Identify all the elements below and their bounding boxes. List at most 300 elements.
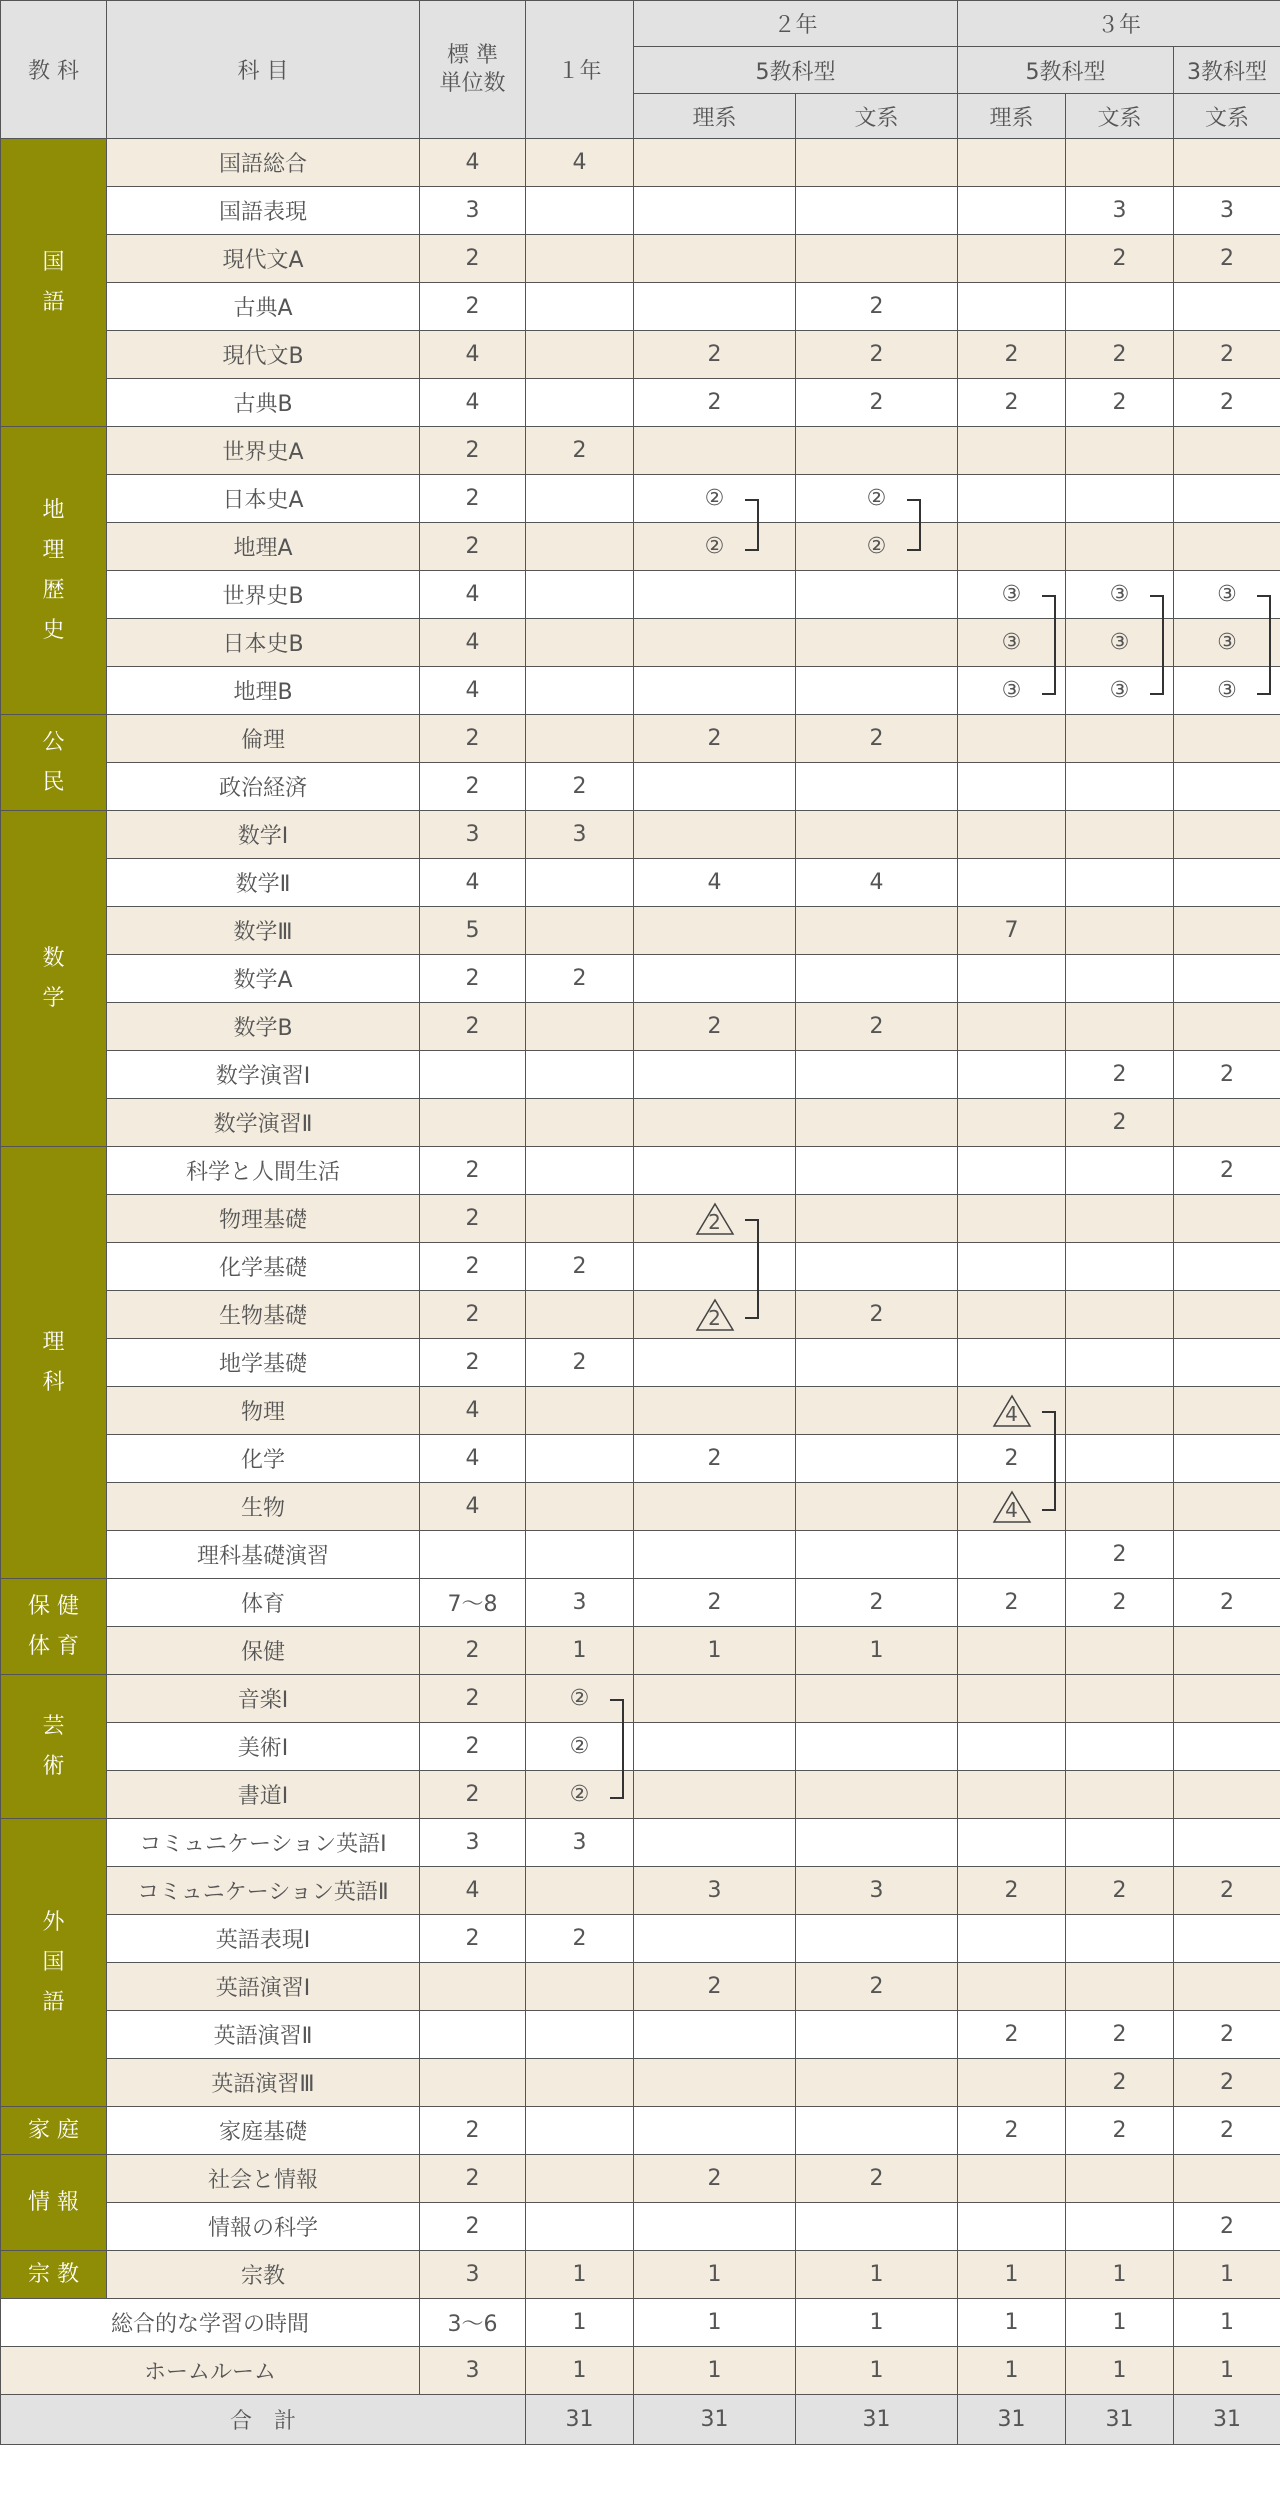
cell-y3-3-bunkei [1174,1195,1280,1243]
cell-y2-bunkei [796,2059,958,2107]
cell-standard-units: 2 [420,1003,526,1051]
subject-name: 地理B [107,667,420,715]
subject-name: 日本史B [107,619,420,667]
cell-y2-bunkei [796,1147,958,1195]
cell-y2-rikei: 2 [634,1435,796,1483]
subject-name: 保健 [107,1627,420,1675]
cell-year1 [526,1867,634,1915]
cell-y3-3-bunkei: 2 [1174,379,1280,427]
category-label: 保 健 体 育 [1,1579,107,1675]
cell-y2-bunkei: 2 [796,1291,958,1339]
cell-y2-bunkei [796,1483,958,1531]
cell-y3-bunkei: 2 [1066,1579,1174,1627]
cell-y3-bunkei [1066,1819,1174,1867]
cell-y2-bunkei [796,1915,958,1963]
cell-y2-bunkei [796,667,958,715]
table-row [1,283,1280,331]
cell-y3-3-bunkei [1174,1291,1280,1339]
cell-y3-rikei: 1 [958,2347,1066,2395]
cell-year1 [526,2203,634,2251]
elective-bracket [1042,1411,1056,1511]
table-row [1,2251,1280,2299]
cell-year1: 2 [526,1243,634,1291]
table-row [1,139,1280,187]
total-y2-rikei: 31 [634,2395,796,2445]
cell-y2-rikei: 1 [634,1627,796,1675]
cell-y2-rikei: 1 [634,2299,796,2347]
cell-y2-bunkei [796,1435,958,1483]
cell-y2-rikei [634,2203,796,2251]
subject-name: 英語演習Ⅲ [107,2059,420,2107]
triangle-mark-icon: 2 [695,1202,735,1236]
cell-y3-rikei [958,1243,1066,1291]
total-y3-bunkei: 31 [1066,2395,1174,2445]
cell-standard-units: 4 [420,139,526,187]
cell-y2-bunkei: 2 [796,1963,958,2011]
total-y3-rikei: 31 [958,2395,1066,2445]
cell-y3-rikei [958,2059,1066,2107]
table-row [1,523,1280,571]
header-y3-rikei: 理系 [958,94,1066,139]
cell-y3-bunkei: 2 [1066,2107,1174,2155]
cell-standard-units: 2 [420,1675,526,1723]
cell-y3-rikei: 2 [958,1435,1066,1483]
cell-y3-rikei [958,2203,1066,2251]
table-row [1,2011,1280,2059]
cell-y3-bunkei [1066,1483,1174,1531]
cell-year1 [526,1099,634,1147]
cell-y2-rikei [634,1243,796,1291]
cell-y3-bunkei: ③ [1066,571,1174,619]
cell-y3-bunkei [1066,1435,1174,1483]
subject-name: 理科基礎演習 [107,1531,420,1579]
cell-y3-rikei [958,283,1066,331]
category-label: 宗 教 [1,2251,107,2299]
cell-y2-bunkei [796,2107,958,2155]
category-label: 家 庭 [1,2107,107,2155]
cell-y2-bunkei [796,907,958,955]
cell-y2-rikei [634,1291,796,1339]
cell-y2-bunkei [796,427,958,475]
subject-name: 数学Ⅰ [107,811,420,859]
cell-year1: ② [526,1723,634,1771]
cell-y3-rikei [958,1627,1066,1675]
cell-y3-bunkei [1066,1147,1174,1195]
table-row [1,1579,1280,1627]
cell-y2-bunkei: 2 [796,283,958,331]
cell-y2-bunkei [796,1771,958,1819]
cell-y3-bunkei: ③ [1066,619,1174,667]
cell-y2-bunkei [796,955,958,1003]
cell-y3-3-bunkei [1174,811,1280,859]
cell-y3-3-bunkei [1174,1963,1280,2011]
cell-standard-units: 2 [420,1291,526,1339]
cell-y2-bunkei [796,1339,958,1387]
subject-name: 国語総合 [107,139,420,187]
cell-year1 [526,2155,634,2203]
header-year3-type3: 3教科型 [1174,47,1280,94]
cell-y2-rikei: 1 [634,2251,796,2299]
cell-y3-rikei [958,1291,1066,1339]
cell-year1: 3 [526,1819,634,1867]
cell-y3-bunkei [1066,1387,1174,1435]
subject-name: 日本史A [107,475,420,523]
cell-year1 [526,475,634,523]
cell-y2-rikei: 2 [634,1963,796,2011]
cell-standard-units: 2 [420,427,526,475]
cell-year1 [526,1147,634,1195]
cell-y2-bunkei [796,1051,958,1099]
subject-name: 化学 [107,1435,420,1483]
table-row [1,1915,1280,1963]
subject-name: 地理A [107,523,420,571]
cell-y3-3-bunkei [1174,1675,1280,1723]
cell-standard-units: 4 [420,667,526,715]
cell-y3-bunkei: 2 [1066,1099,1174,1147]
table-row [1,1483,1280,1531]
cell-y3-rikei [958,859,1066,907]
cell-year1 [526,523,634,571]
subject-name: 科学と人間生活 [107,1147,420,1195]
cell-year1 [526,715,634,763]
subject-name: 数学A [107,955,420,1003]
cell-y3-3-bunkei [1174,1003,1280,1051]
header-y3-bunkei: 文系 [1066,94,1174,139]
cell-standard-units: 4 [420,1387,526,1435]
table-row [1,1099,1280,1147]
cell-y2-rikei [634,811,796,859]
table-row [1,1675,1280,1723]
subject-name: 現代文A [107,235,420,283]
subject-name: 体育 [107,1579,420,1627]
cell-y2-rikei [634,139,796,187]
cell-y2-rikei [634,907,796,955]
cell-standard-units: 2 [420,1771,526,1819]
cell-y3-bunkei [1066,1339,1174,1387]
cell-y3-rikei [958,427,1066,475]
cell-y2-rikei [634,1531,796,1579]
cell-standard-units: 2 [420,1915,526,1963]
cell-y2-bunkei [796,1819,958,1867]
cell-y3-rikei: ③ [958,667,1066,715]
subject-name: 現代文B [107,331,420,379]
cell-standard-units: 3 [420,1819,526,1867]
cell-y3-rikei [958,763,1066,811]
cell-y3-bunkei: 2 [1066,2059,1174,2107]
cell-y2-rikei [634,2107,796,2155]
cell-year1 [526,1963,634,2011]
cell-y2-bunkei [796,139,958,187]
cell-y3-bunkei [1066,955,1174,1003]
header-hyojun: 標 準 単位数 [420,1,526,139]
triangle-mark-icon: 4 [992,1490,1032,1524]
cell-year1: 2 [526,427,634,475]
cell-y2-rikei: 4 [634,859,796,907]
cell-year1: 3 [526,811,634,859]
category-label: 公 民 [1,715,107,811]
cell-y2-bunkei: 2 [796,2155,958,2203]
elective-bracket [610,1699,624,1799]
cell-year1 [526,1291,634,1339]
cell-year1 [526,2107,634,2155]
table-row [1,1435,1280,1483]
cell-year1: 1 [526,2299,634,2347]
cell-standard-units: 4 [420,859,526,907]
subject-name: 政治経済 [107,763,420,811]
cell-y2-rikei [634,1051,796,1099]
table-row [1,2299,1280,2347]
cell-y2-rikei [634,955,796,1003]
cell-y2-rikei [634,1915,796,1963]
cell-y2-rikei: 3 [634,1867,796,1915]
cell-y3-bunkei [1066,1675,1174,1723]
cell-year1 [526,1483,634,1531]
cell-y3-bunkei: 1 [1066,2251,1174,2299]
cell-year1: 2 [526,1339,634,1387]
cell-y3-3-bunkei: 2 [1174,331,1280,379]
cell-standard-units: 4 [420,1867,526,1915]
subject-name: 倫理 [107,715,420,763]
cell-y3-rikei [958,1147,1066,1195]
cell-standard-units: 2 [420,235,526,283]
triangle-mark-icon: 2 [695,1298,735,1332]
cell-y3-bunkei: 3 [1066,187,1174,235]
cell-standard-units [420,1099,526,1147]
cell-standard-units: 2 [420,2107,526,2155]
subject-name: 書道Ⅰ [107,1771,420,1819]
table-row [1,667,1280,715]
cell-year1: 1 [526,1627,634,1675]
cell-y2-bunkei [796,1243,958,1291]
subject-name: コミュニケーション英語Ⅱ [107,1867,420,1915]
cell-y3-rikei [958,2155,1066,2203]
cell-standard-units: 2 [420,1723,526,1771]
table-row [1,2107,1280,2155]
triangle-mark-icon: 4 [992,1394,1032,1428]
cell-y3-bunkei: 2 [1066,331,1174,379]
cell-y2-bunkei [796,763,958,811]
cell-standard-units: 4 [420,1435,526,1483]
cell-y3-3-bunkei: 2 [1174,1579,1280,1627]
cell-y3-3-bunkei [1174,1915,1280,1963]
cell-y3-rikei: 2 [958,2011,1066,2059]
cell-y3-3-bunkei [1174,1339,1280,1387]
cell-y3-bunkei [1066,1723,1174,1771]
cell-year1: 1 [526,2347,634,2395]
cell-y3-bunkei [1066,907,1174,955]
cell-standard-units: 2 [420,1243,526,1291]
subject-name: 音楽Ⅰ [107,1675,420,1723]
cell-y3-bunkei: 2 [1066,2011,1174,2059]
cell-y2-rikei [634,1099,796,1147]
cell-year1 [526,331,634,379]
cell-standard-units: 4 [420,1483,526,1531]
table-row [1,955,1280,1003]
table-row [1,1819,1280,1867]
cell-y3-rikei: ③ [958,571,1066,619]
cell-y3-bunkei [1066,1291,1174,1339]
cell-y2-bunkei: 1 [796,2347,958,2395]
subject-name: 総合的な学習の時間 [1,2299,420,2347]
cell-y2-bunkei [796,1531,958,1579]
header-year1: １年 [526,1,634,139]
cell-y3-3-bunkei: 2 [1174,2107,1280,2155]
cell-year1 [526,283,634,331]
cell-year1: 2 [526,763,634,811]
cell-standard-units: 3 [420,811,526,859]
cell-y2-rikei [634,1147,796,1195]
cell-y3-rikei [958,1099,1066,1147]
subject-name: 地学基礎 [107,1339,420,1387]
cell-y3-rikei [958,1339,1066,1387]
cell-standard-units [420,2011,526,2059]
table-row [1,1387,1280,1435]
header-year2-type: 5教科型 [634,47,958,94]
cell-y3-bunkei [1066,475,1174,523]
cell-year1 [526,2059,634,2107]
cell-y3-rikei: 1 [958,2251,1066,2299]
table-row [1,907,1280,955]
cell-y3-bunkei [1066,427,1174,475]
cell-y3-rikei [958,1675,1066,1723]
cell-standard-units [420,2059,526,2107]
cell-y2-rikei [634,2059,796,2107]
cell-standard-units: 3 [420,187,526,235]
cell-y2-rikei: 2 [634,2155,796,2203]
cell-y2-bunkei [796,187,958,235]
subject-name: ホームルーム [1,2347,420,2395]
table-row [1,1867,1280,1915]
cell-y3-3-bunkei: ③ [1174,667,1280,715]
subject-name: 英語演習Ⅰ [107,1963,420,2011]
cell-y3-rikei: ③ [958,619,1066,667]
cell-y3-bunkei [1066,1627,1174,1675]
cell-y2-bunkei [796,1195,958,1243]
cell-y3-3-bunkei [1174,1627,1280,1675]
cell-y3-rikei [958,1051,1066,1099]
cell-y3-rikei [958,1771,1066,1819]
table-row [1,2059,1280,2107]
cell-standard-units: 2 [420,2155,526,2203]
cell-year1 [526,2011,634,2059]
cell-y2-rikei [634,1723,796,1771]
cell-y3-rikei [958,811,1066,859]
cell-y2-rikei [634,187,796,235]
category-label: 地 理 歴 史 [1,427,107,715]
table-row [1,763,1280,811]
subject-name: 家庭基礎 [107,2107,420,2155]
table-row [1,1003,1280,1051]
cell-y3-bunkei [1066,2203,1174,2251]
header-y2-bunkei: 文系 [796,94,958,139]
cell-y3-3-bunkei: ③ [1174,571,1280,619]
cell-year1 [526,1531,634,1579]
elective-bracket [1257,595,1271,695]
cell-y3-bunkei: 1 [1066,2299,1174,2347]
cell-y3-3-bunkei [1174,2155,1280,2203]
cell-y2-rikei [634,571,796,619]
subject-name: 宗教 [107,2251,420,2299]
cell-year1 [526,619,634,667]
cell-standard-units: 3 [420,2347,526,2395]
cell-y3-bunkei: 1 [1066,2347,1174,2395]
cell-y2-bunkei [796,2203,958,2251]
cell-y3-3-bunkei [1174,763,1280,811]
cell-y3-rikei [958,1915,1066,1963]
cell-y2-rikei [634,235,796,283]
cell-year1 [526,1435,634,1483]
cell-standard-units: 4 [420,331,526,379]
cell-year1: 2 [526,1915,634,1963]
cell-standard-units: 2 [420,715,526,763]
cell-y3-3-bunkei [1174,1387,1280,1435]
cell-year1 [526,571,634,619]
cell-y3-3-bunkei: 2 [1174,1051,1280,1099]
cell-y2-bunkei: 2 [796,715,958,763]
cell-year1 [526,1051,634,1099]
cell-standard-units: 3 [420,2251,526,2299]
cell-y2-bunkei: 3 [796,1867,958,1915]
table-row [1,1723,1280,1771]
table-row [1,619,1280,667]
cell-standard-units: 4 [420,379,526,427]
cell-y2-rikei: ② [634,475,796,523]
cell-y3-rikei [958,1003,1066,1051]
total-y3-3-bunkei: 31 [1174,2395,1280,2445]
cell-y2-bunkei [796,1387,958,1435]
cell-y3-rikei [958,1531,1066,1579]
cell-standard-units: 2 [420,1147,526,1195]
cell-y3-rikei: 2 [958,1867,1066,1915]
cell-y3-bunkei [1066,1195,1174,1243]
cell-year1 [526,187,634,235]
cell-year1: 4 [526,139,634,187]
cell-y3-3-bunkei: 2 [1174,2203,1280,2251]
cell-y2-rikei [634,1339,796,1387]
subject-name: 古典A [107,283,420,331]
table-row [1,1291,1280,1339]
cell-y3-rikei [958,1195,1066,1243]
cell-year1: ② [526,1771,634,1819]
cell-y3-rikei [958,235,1066,283]
cell-y3-3-bunkei [1174,1483,1280,1531]
cell-y3-bunkei [1066,139,1174,187]
cell-y3-rikei [958,1819,1066,1867]
cell-y3-bunkei [1066,1771,1174,1819]
table-row [1,2203,1280,2251]
table-row [1,571,1280,619]
header-kamoku: 科 目 [107,1,420,139]
subject-name: コミュニケーション英語Ⅰ [107,1819,420,1867]
cell-year1 [526,379,634,427]
subject-name: 英語演習Ⅱ [107,2011,420,2059]
cell-y3-bunkei [1066,715,1174,763]
cell-y2-rikei [634,1387,796,1435]
table-row [1,427,1280,475]
cell-y3-bunkei [1066,1963,1174,2011]
table-row [1,1051,1280,1099]
cell-standard-units: 2 [420,1627,526,1675]
cell-year1: 2 [526,955,634,1003]
category-label: 芸 術 [1,1675,107,1819]
total-row [1,2395,1280,2445]
table-row [1,1339,1280,1387]
cell-y3-rikei [958,139,1066,187]
subject-name: 数学Ⅱ [107,859,420,907]
table-row [1,715,1280,763]
cell-y2-bunkei [796,235,958,283]
cell-y2-bunkei: ② [796,475,958,523]
